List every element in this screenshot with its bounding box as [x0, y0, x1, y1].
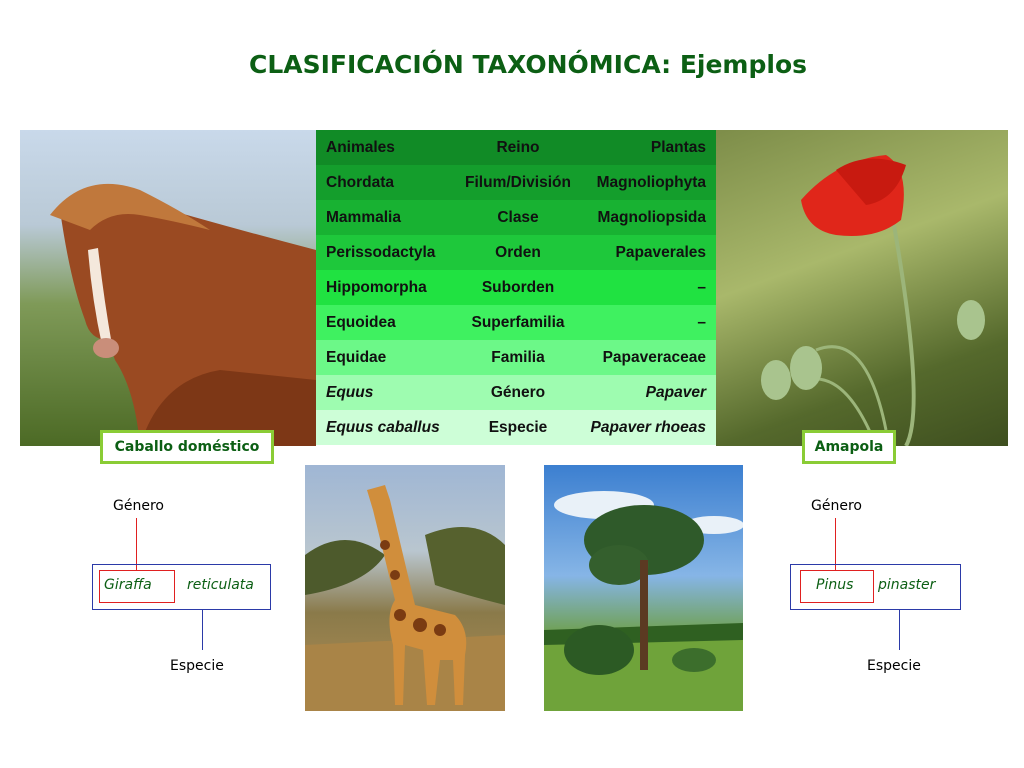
plant-taxon: Plantas — [650, 139, 706, 156]
table-row — [316, 200, 716, 235]
table-row — [316, 235, 716, 270]
plant-taxon: – — [697, 314, 706, 331]
table-row — [316, 375, 716, 410]
table-row — [316, 270, 716, 305]
pine-genus-heading: Género — [811, 498, 862, 514]
plant-taxon: Papaver rhoeas — [590, 419, 706, 436]
taxon-rank: Clase — [497, 209, 539, 226]
taxon-rank: Suborden — [481, 279, 555, 296]
taxon-rank: Filum/División — [465, 174, 571, 191]
pine-genus: Pinus — [816, 577, 854, 593]
table-row — [316, 305, 716, 340]
giraffe-species-connector — [202, 610, 203, 650]
animal-taxon: Hippomorpha — [326, 279, 427, 296]
animal-taxon: Mammalia — [326, 209, 401, 226]
animal-taxon: Perissodactyla — [326, 244, 436, 261]
animal-taxon: Chordata — [326, 174, 395, 191]
pine-species-heading: Especie — [867, 658, 921, 674]
horse-label: Caballo doméstico — [100, 430, 274, 464]
taxon-rank: Superfamilia — [471, 314, 565, 331]
plant-taxon: Papaver — [645, 384, 706, 401]
plant-taxon: Magnoliopsida — [597, 209, 706, 226]
page-title: CLASIFICACIÓN TAXONÓMICA: Ejemplos — [248, 50, 808, 79]
table-row — [316, 165, 716, 200]
taxon-rank: Género — [490, 384, 546, 401]
giraffe-photo — [305, 465, 505, 711]
giraffe-genus: Giraffa — [104, 577, 152, 593]
taxon-rank: Familia — [491, 349, 545, 366]
taxonomy-table — [316, 130, 716, 445]
giraffe-species-heading: Especie — [170, 658, 224, 674]
poppy-label: Amapola — [802, 430, 896, 464]
animal-taxon: Equoidea — [326, 314, 396, 331]
plant-taxon: Magnoliophyta — [596, 174, 706, 191]
plant-taxon: – — [697, 279, 706, 296]
poppy-photo — [716, 130, 1008, 446]
taxon-rank: Especie — [488, 419, 548, 436]
table-row — [316, 410, 716, 445]
giraffe-species: reticulata — [187, 577, 254, 593]
animal-taxon: Equus caballus — [326, 419, 440, 436]
giraffe-genus-heading: Género — [113, 498, 164, 514]
taxon-rank: Reino — [496, 139, 540, 156]
animal-taxon: Equidae — [326, 349, 387, 366]
taxon-rank: Orden — [495, 244, 541, 261]
plant-taxon: Papaverales — [615, 244, 706, 261]
plant-taxon: Papaveraceae — [602, 349, 706, 366]
table-row — [316, 130, 716, 165]
table-row — [316, 340, 716, 375]
animal-taxon: Equus — [326, 384, 374, 401]
pine-species-connector — [899, 610, 900, 650]
animal-taxon: Animales — [326, 139, 395, 156]
pine-species: pinaster — [878, 577, 936, 593]
pine-photo — [544, 465, 743, 711]
horse-photo — [20, 130, 316, 446]
